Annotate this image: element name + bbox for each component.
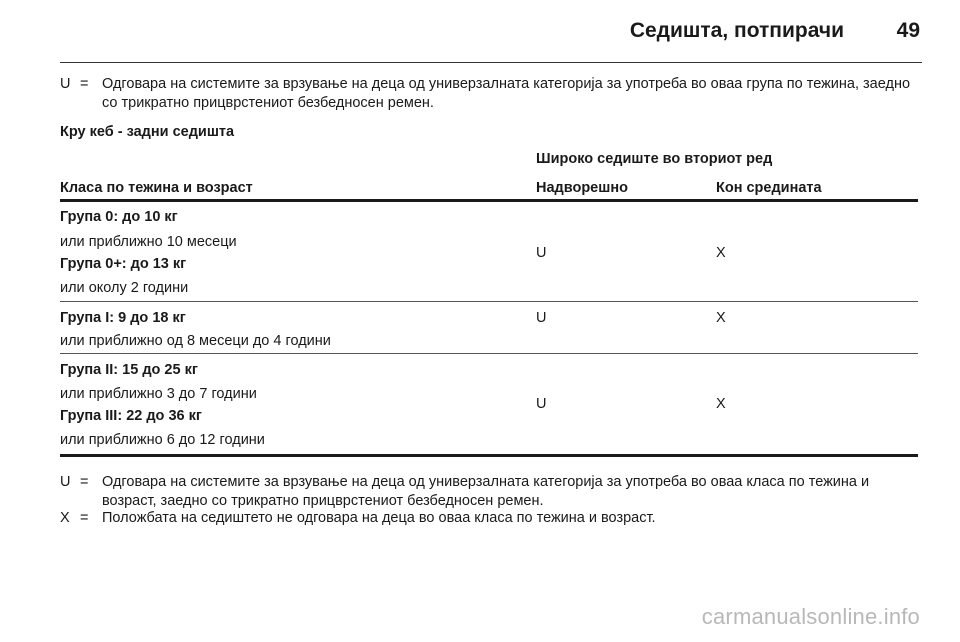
table-bottom-rule (60, 454, 918, 457)
row3-group-b: Група III: 22 до 36 кг (60, 408, 202, 424)
legend-key: X (60, 510, 70, 526)
note-key: U (60, 76, 71, 92)
legend-text: Одговара на системите за врзување на деца од универзалната категорија за употреба во оваа класа по тежина и возраст, заедно со трикратно прицврстениот безбедносен ремен. (102, 474, 870, 509)
row-divider (60, 301, 918, 302)
column-header-outer: Надворешно (536, 180, 628, 196)
note-text: Одговара на системите за врзување на деца од универзалната категорија за употреба во оваа група по тежина, заедно со трикратно прицврстениот безбедносен ремен. (102, 76, 911, 111)
top-note (60, 75, 922, 113)
legend-item-x (60, 509, 922, 528)
watermark: carmanualsonline.info (701, 604, 920, 629)
column-header-middle: Кон средината (716, 180, 822, 196)
note-equals: = (80, 76, 89, 92)
page-title: Седишта, потпирачи (629, 19, 844, 42)
legend-equals: = (80, 474, 89, 490)
row1-group-a: Група 0: до 10 кг (60, 209, 178, 225)
row3-outer: U (536, 396, 547, 412)
row1-age-b: или околу 2 години (60, 280, 189, 296)
row3-middle: X (716, 396, 726, 412)
legend-equals: = (80, 510, 89, 526)
row3-age-b: или приближно 6 до 12 години (60, 432, 265, 448)
row3-age-a: или приближно 3 до 7 години (60, 386, 257, 402)
row2-age: или приближно од 8 месеци до 4 години (60, 333, 331, 349)
legend-text: Положбата на седиштето не одговара на деца во оваа класа по тежина и возраст. (102, 510, 656, 526)
page-header (60, 16, 922, 63)
page-number: 49 (896, 19, 920, 42)
row2-group: Група I: 9 до 18 кг (60, 310, 186, 326)
table-header-rule (60, 199, 918, 202)
row-divider (60, 353, 918, 354)
row1-age-a: или приближно 10 месеци (60, 234, 237, 250)
legend-key: U (60, 474, 71, 490)
row1-middle: X (716, 245, 726, 261)
row1-outer: U (536, 245, 547, 261)
legend-item-u (60, 473, 922, 511)
row3-group-a: Група II: 15 до 25 кг (60, 362, 198, 378)
row2-outer: U (536, 310, 547, 326)
section-title: Кру кеб - задни седишта (60, 124, 235, 140)
row1-group-b: Група 0+: до 13 кг (60, 256, 187, 272)
column-header-class: Класа по тежина и возраст (60, 180, 253, 196)
row2-middle: X (716, 310, 726, 326)
table-group-header: Широко седиште во вториот ред (536, 151, 773, 167)
